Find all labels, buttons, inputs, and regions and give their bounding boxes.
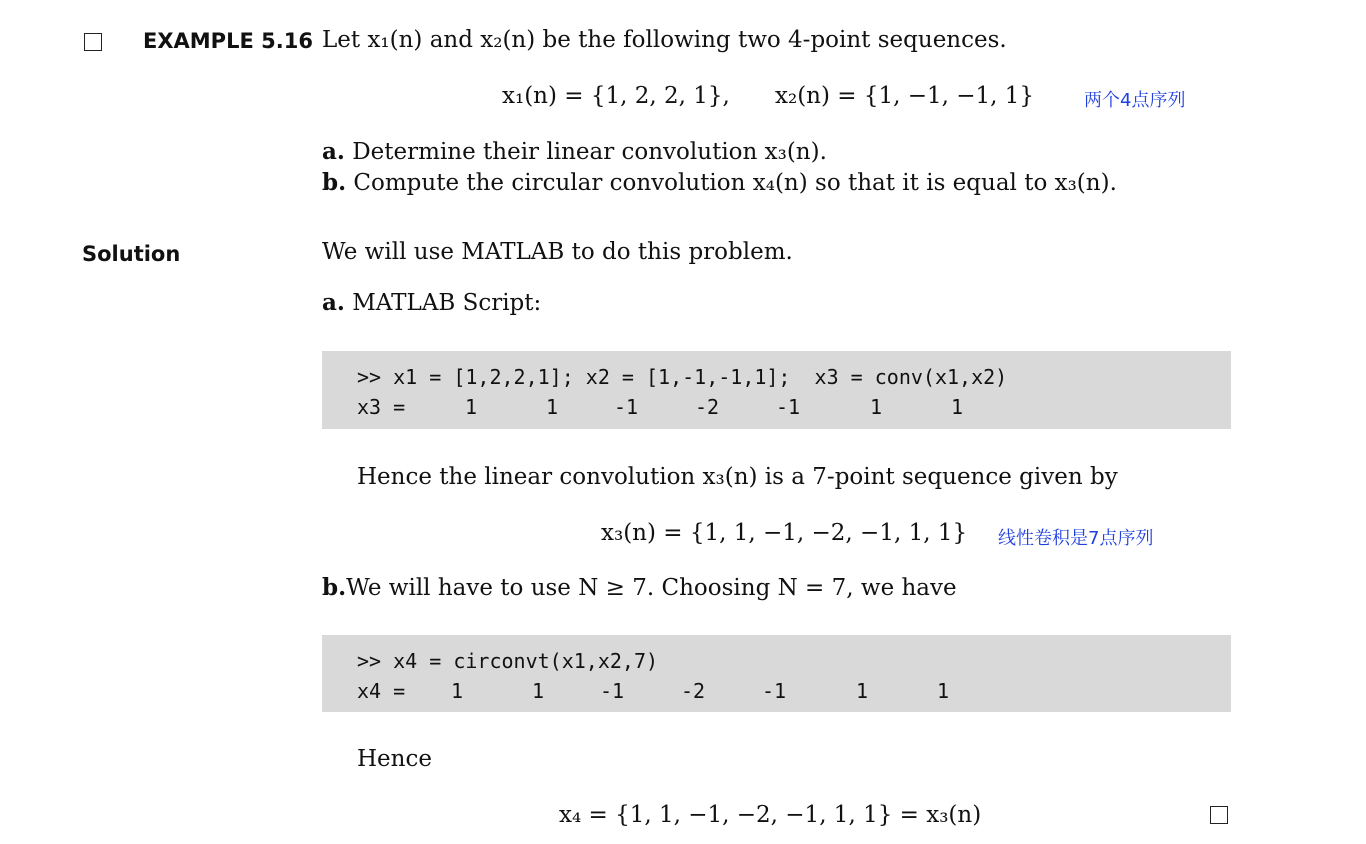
example-checkbox-icon bbox=[84, 33, 102, 51]
sequence-x2: x₂(n) = {1, −1, −1, 1} bbox=[775, 83, 1035, 109]
code-output-value: -2 bbox=[681, 679, 706, 703]
solution-b-label: b. bbox=[322, 574, 347, 601]
part-a bbox=[322, 138, 827, 165]
code-output-value: 1 bbox=[870, 395, 883, 419]
code-output-value: -1 bbox=[600, 679, 625, 703]
code-output-value: -1 bbox=[614, 395, 639, 419]
code-output-value: 1 bbox=[856, 679, 869, 703]
solution-intro: We will use MATLAB to do this problem. bbox=[322, 239, 793, 265]
code-output-value: 1 bbox=[951, 395, 964, 419]
code-output-value: -1 bbox=[762, 679, 787, 703]
code-line-command: >> x1 = [1,2,2,1]; x2 = [1,-1,-1,1]; x3 = conv(x1,x2) bbox=[357, 365, 1008, 389]
code-block-circonvt bbox=[322, 635, 1231, 712]
code-line-output-lhs: x3 = bbox=[357, 395, 406, 419]
code-output-value: -1 bbox=[776, 395, 801, 419]
annotation-linear-7-point: 线性卷积是7点序列 bbox=[998, 528, 1154, 549]
hence-linear-text: Hence the linear convolution x₃(n) is a 7-point sequence given by bbox=[357, 464, 1118, 490]
solution-a-label: a. bbox=[322, 289, 345, 316]
end-of-example-qed-icon bbox=[1210, 806, 1228, 824]
code-output-value: -2 bbox=[695, 395, 720, 419]
code-block-conv bbox=[322, 351, 1231, 429]
solution-part-a bbox=[322, 289, 541, 316]
code-output-value: 1 bbox=[451, 679, 464, 703]
code-output-value: 1 bbox=[937, 679, 950, 703]
part-b bbox=[322, 169, 1117, 196]
code-line-command: >> x4 = circonvt(x1,x2,7) bbox=[357, 649, 659, 673]
sequence-x1: x₁(n) = {1, 2, 2, 1}, bbox=[502, 83, 730, 109]
solution-part-b bbox=[322, 574, 957, 601]
code-output-value: 1 bbox=[532, 679, 545, 703]
solution-a-text: MATLAB Script: bbox=[352, 290, 542, 316]
result-linear-convolution: x₃(n) = {1, 1, −1, −2, −1, 1, 1} bbox=[601, 520, 968, 546]
example-label: EXAMPLE 5.16 bbox=[143, 29, 313, 53]
example-intro: Let x₁(n) and x₂(n) be the following two 4-point sequences. bbox=[322, 27, 1007, 53]
hence-text: Hence bbox=[357, 746, 432, 772]
part-b-label: b. bbox=[322, 169, 347, 196]
result-circular-convolution: x₄ = {1, 1, −1, −2, −1, 1, 1} = x₃(n) bbox=[559, 802, 982, 828]
solution-b-text: We will have to use N ≥ 7. Choosing N = 7, we have bbox=[346, 575, 957, 601]
annotation-two-4-point: 两个4点序列 bbox=[1084, 90, 1186, 111]
code-line-output-lhs: x4 = bbox=[357, 679, 406, 703]
code-output-value: 1 bbox=[546, 395, 559, 419]
part-a-text: Determine their linear convolution x₃(n). bbox=[352, 139, 827, 165]
part-b-text: Compute the circular convolution x₄(n) so that it is equal to x₃(n). bbox=[353, 170, 1117, 196]
solution-label: Solution bbox=[82, 242, 181, 266]
part-a-label: a. bbox=[322, 138, 345, 165]
code-output-value: 1 bbox=[465, 395, 478, 419]
